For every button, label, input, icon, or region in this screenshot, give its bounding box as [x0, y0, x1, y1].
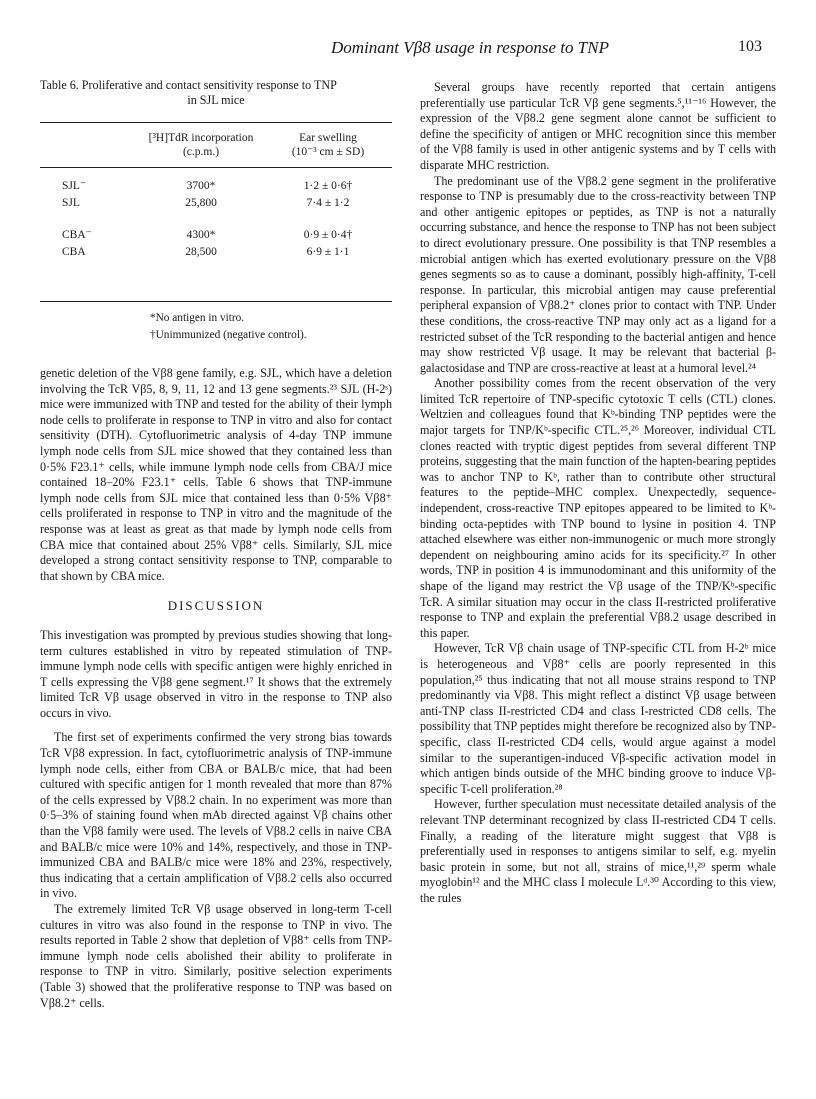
cell-strain: CBA [62, 246, 86, 258]
body-paragraph: The extremely limited TcR Vβ usage observed in long-term T-cell cultures in vitro was also found in the response to TNP in vivo. The results reported in Table 2 show that depletion of Vβ8⁺ cells from TNP-immune lymph node cells abolished their ability to proliferate in response to TNP in vitro. Similarly, positive selection experiments (Table 3) showed that the proliferative response to TNP was based on Vβ8.2⁺ cells. [40, 902, 392, 1010]
cell-cpm: 28,500 [185, 246, 217, 258]
table-footnote: *No antigen in vitro. [150, 312, 245, 324]
section-heading-discussion: DISCUSSION [167, 598, 265, 614]
body-paragraph: However, further speculation must necessitate detailed analysis of the relevant TNP determinant recognized by class II-restricted CD4 T cells. Finally, a reading of the literature might suggest that Vβ8 is preferentially used in responses to antigens similar to self, e.g. myelin basic protein in some, but not all, strains of mice,¹¹,²⁹ sperm whale myoglobin¹² and the MHC class I molecule Lᵈ.³⁰ According to this view, the rules [420, 797, 776, 905]
table-caption-line2: in SJL mice [187, 93, 245, 107]
col-header-swelling-l2: (10⁻³ cm ± SD) [291, 146, 365, 158]
body-paragraph: The first set of experiments confirmed the very strong bias towards TcR Vβ8 expression. In fact, cytofluorimetric analysis of TNP-immune lymph node cells, either from CBA or BALB/c mice, that had been cultured with specific antigen for 1 month revealed that more than 87% of the cells expressed by Vβ8.2 chain. In no experiment was more than 0·5–3% of staining found when mAb directed against Vβ chains other than the Vβ8 family were used. The levels of Vβ8.2 cells in naive CBA and BALB/c mice were 10% and 14%, respectively, and those in TNP-immunized CBA and BALB/c mice were 18% and 23%, respectively, thus indicating that a certain amplification of Vβ8.2 cells also occurred in vivo. [40, 730, 392, 901]
page-number: 103 [738, 38, 762, 55]
cell-strain: CBA⁻ [62, 229, 92, 241]
table-footnotes [40, 310, 392, 344]
cell-swelling: 7·4 ± 1·2 [306, 197, 350, 209]
table-row [40, 245, 392, 260]
right-column [420, 80, 776, 906]
cell-strain: SJL [62, 197, 80, 209]
cell-swelling: 6·9 ± 1·1 [306, 246, 350, 258]
table-row [40, 196, 392, 211]
body-paragraph: genetic deletion of the Vβ8 gene family, e.g. SJL, which have a deletion involving the TcR Vβ5, 8, 9, 11, 12 and 13 gene segments.²³ SJL (H-2ˢ) mice were immunized with TNP and tested for the ability of their lymph node cells to proliferate in response to TNP in vitro and also for contact sensitivity (DTH). Cytofluorimetric analysis of 4-day TNP immune lymph node cells from SJL mice showed that they contained less than 0·5% F23.1⁺ cells, while immune lymph node cells from CBA/J mice contained 18–20% F23.1⁺ cells. Table 6 shows that TNP-immune lymph node cells from SJL mice that contained less than 0·5% Vβ8⁺ cells proliferated in response to TNP in vitro and the magnitude of the response was at least as great as that made by lymph node cells from CBA mice that contained about 25% Vβ8⁺ cells. Similarly, SJL mice developed a strong contact sensitivity response to TNP, comparable to that shown by CBA mice. [40, 366, 392, 583]
body-paragraph: Another possibility comes from the recent observation of the very limited TcR repertoire of TNP-specific cytotoxic T cells (CTL) clones. Weltzien and colleagues found that Kᵇ-binding TNP peptides were the major targets for TNP/Kᵇ-specific CTL.²⁵,²⁶ Moreover, individual CTL clones reacted with tryptic digest peptides from several different TNP proteins, suggesting that the main function of the hapten-bearing peptides was to anchor TNP to Kᵇ, rather than to contribute other structural features to the peptide–MHC complex. Unexpectedly, sequence-independent, cross-reactive TNP epitopes appeared to be limited to Kᵇ-binding octa-peptides with TNP bound to lysine in position 4. TNP attached elsewhere was either non-immunogenic or much more strongly dependent on neighbouring amino acids for its specificity.²⁷ In other words, TNP in position 4 is immunodominant and this uniformity of the shape of the ligand may restrict the Vβ usage of the TNP/Kᵇ-specific TcR. A similar situation may occur in the class II-restricted proliferative response to TNP and explain the preferential Vβ8.2 usage described in this paper. [420, 376, 777, 640]
col-header-incorporation [136, 131, 266, 159]
table-header [40, 131, 392, 168]
cell-swelling: 0·9 ± 0·4† [303, 229, 353, 241]
results-table [40, 122, 392, 302]
table-row [40, 228, 392, 243]
cell-cpm: 3700* [186, 180, 216, 192]
cell-cpm: 4300* [186, 229, 216, 241]
body-paragraph: The predominant use of the Vβ8.2 gene segment in the proliferative response to TNP is presumably due to the cross-reactivity between TNP and other antigenic epitopes or peptides, as TNP is not a naturally occurring substance, and hence the response to TNP has not been subject to direct evolutionary pressure. One possibility is that TNP resembles a microbial antigen which has exerted evolutionary pressure on the Vβ8 genes segments so as to cause a dominant, possibly high-affinity, T-cell response. In particular, this microbial antigen may cause preferential peripheral expansion of Vβ8.2⁺ clones prior to contact with TNP. Under these conditions, the cross-reactive TNP may only act as a ligand for a restricted subset of the TcR responding to the bacterial antigen and hence may show restricted Vβ usage. It may be relevant that bacterial β-galactosidase and TNP are cross-reactive at least at a humoral level.²⁴ [420, 173, 776, 375]
col-header-ear-swelling [264, 131, 392, 159]
col-header-incorporation-l2: (c.p.m.) [182, 146, 220, 158]
table-footnote: †Unimmunized (negative control). [150, 329, 307, 341]
body-paragraph: This investigation was prompted by previous studies showing that long-term cultures established in vitro by repeated stimulation of TNP-immune lymph node cells with specific antigen were highly enriched in T cells expressing the Vβ8 gene segment.¹⁷ It shows that the extremely limited TcR Vβ usage observed in vitro in the response to TNP also occurs in vivo. [40, 627, 392, 720]
col-header-incorporation-l1: [³H]TdR incorporation [148, 132, 254, 144]
table-caption-line1: Table 6. Proliferative and contact sensitivity response to TNP [40, 78, 337, 92]
body-paragraph: Several groups have recently reported that certain antigens preferentially use particular TcR Vβ gene segments.⁵,¹¹⁻¹⁶ However, the expression of the Vβ8.2 gene segment alone cannot be sufficient to define the specificity of antigen or MHC recognition since this member of the Vβ8 family is used in other antigenic systems and by T cells with disparate MHC restriction. [420, 80, 776, 172]
cell-strain: SJL⁻ [62, 180, 86, 192]
running-title: Dominant Vβ8 usage in response to TNP [331, 38, 609, 57]
cell-swelling: 1·2 ± 0·6† [303, 180, 353, 192]
table-caption [40, 78, 392, 108]
left-column [40, 78, 392, 1011]
col-header-swelling-l1: Ear swelling [299, 132, 357, 144]
body-paragraph: However, TcR Vβ chain usage of TNP-specific CTL from H-2ᵇ mice is heterogeneous and Vβ8⁺ cells are poorly represented in this population,²⁵ thus indicating that not all mouse strains respond to TNP predominantly via Vβ8. This might reflect a distinct Vβ usage between anti-TNP class II-restricted CD4 and class I-restricted CD8 cells. The possibility that TNP peptides might therefore be recognized also by TNP-specific, class II-restricted CD4 cells, would argue against a model similar to the superantigen-induced Vβ-specific activation model in which antigen binds outside of the MHC binding groove to induce Vβ-specific T-cell proliferation.²⁸ [420, 641, 776, 796]
table-row [40, 179, 392, 194]
cell-cpm: 25,800 [185, 197, 217, 209]
